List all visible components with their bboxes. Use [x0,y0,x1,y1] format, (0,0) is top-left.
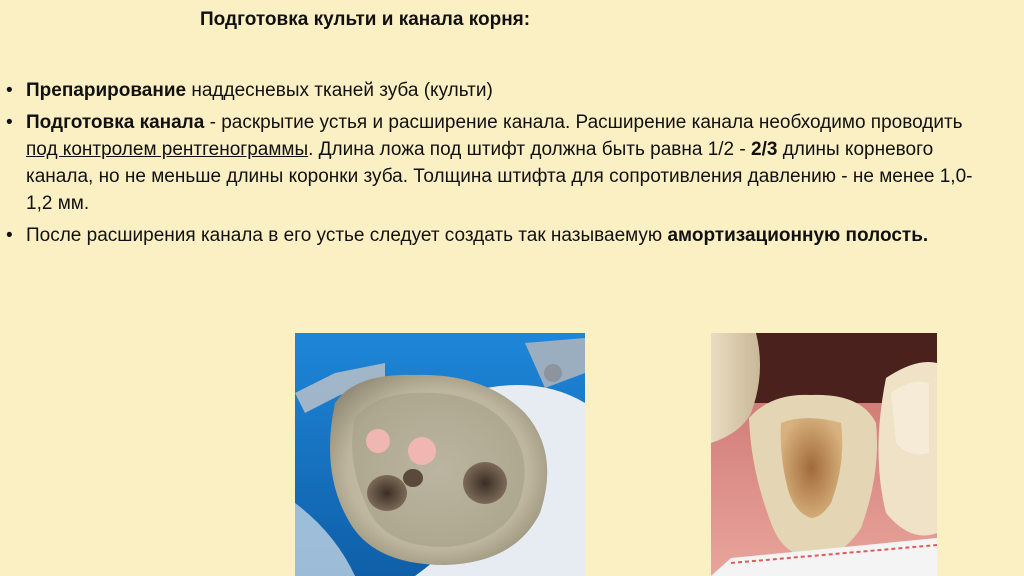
tooth-stump-illustration [295,333,585,576]
bullet-bold-term: Подготовка канала [26,112,205,133]
bullet-text: - раскрытие устья и расширение канала. Расширение канала необходимо проводить [204,112,963,133]
root-canal-photo [711,333,937,576]
tooth-stump-photo [295,333,585,576]
bullet-bold-term: Препарирование [26,80,187,101]
bullet-text: После расширения канала в его устье следует создать так называемую [26,225,668,246]
bullet-text: длины корневого канала, но не меньше длины коронки зуба. Толщина штифта для сопротивления давлению - не менее 1,0-1,2 мм. [26,139,973,214]
root-canal-illustration [711,333,937,576]
bullet-list [6,77,996,254]
bullet-text: . Длина ложа под штифт должна быть равна 1/2 - [308,139,752,160]
bullet-underlined-text: под контролем рентгенограммы [26,139,309,160]
bullet-dot-icon: • [6,80,13,101]
bullet-item [6,109,996,217]
slide-title: Подготовка культи и канала корня: [200,9,531,30]
bullet-item [6,77,996,104]
bullet-bold-term: амортизационную полость. [667,225,929,246]
bullet-dot-icon: • [6,225,13,246]
bullet-item [6,222,996,249]
bullet-text: наддесневых тканей зуба (культи) [186,80,493,101]
bullet-bold-fraction: 2/3 [751,139,778,160]
bullet-dot-icon: • [6,112,13,133]
